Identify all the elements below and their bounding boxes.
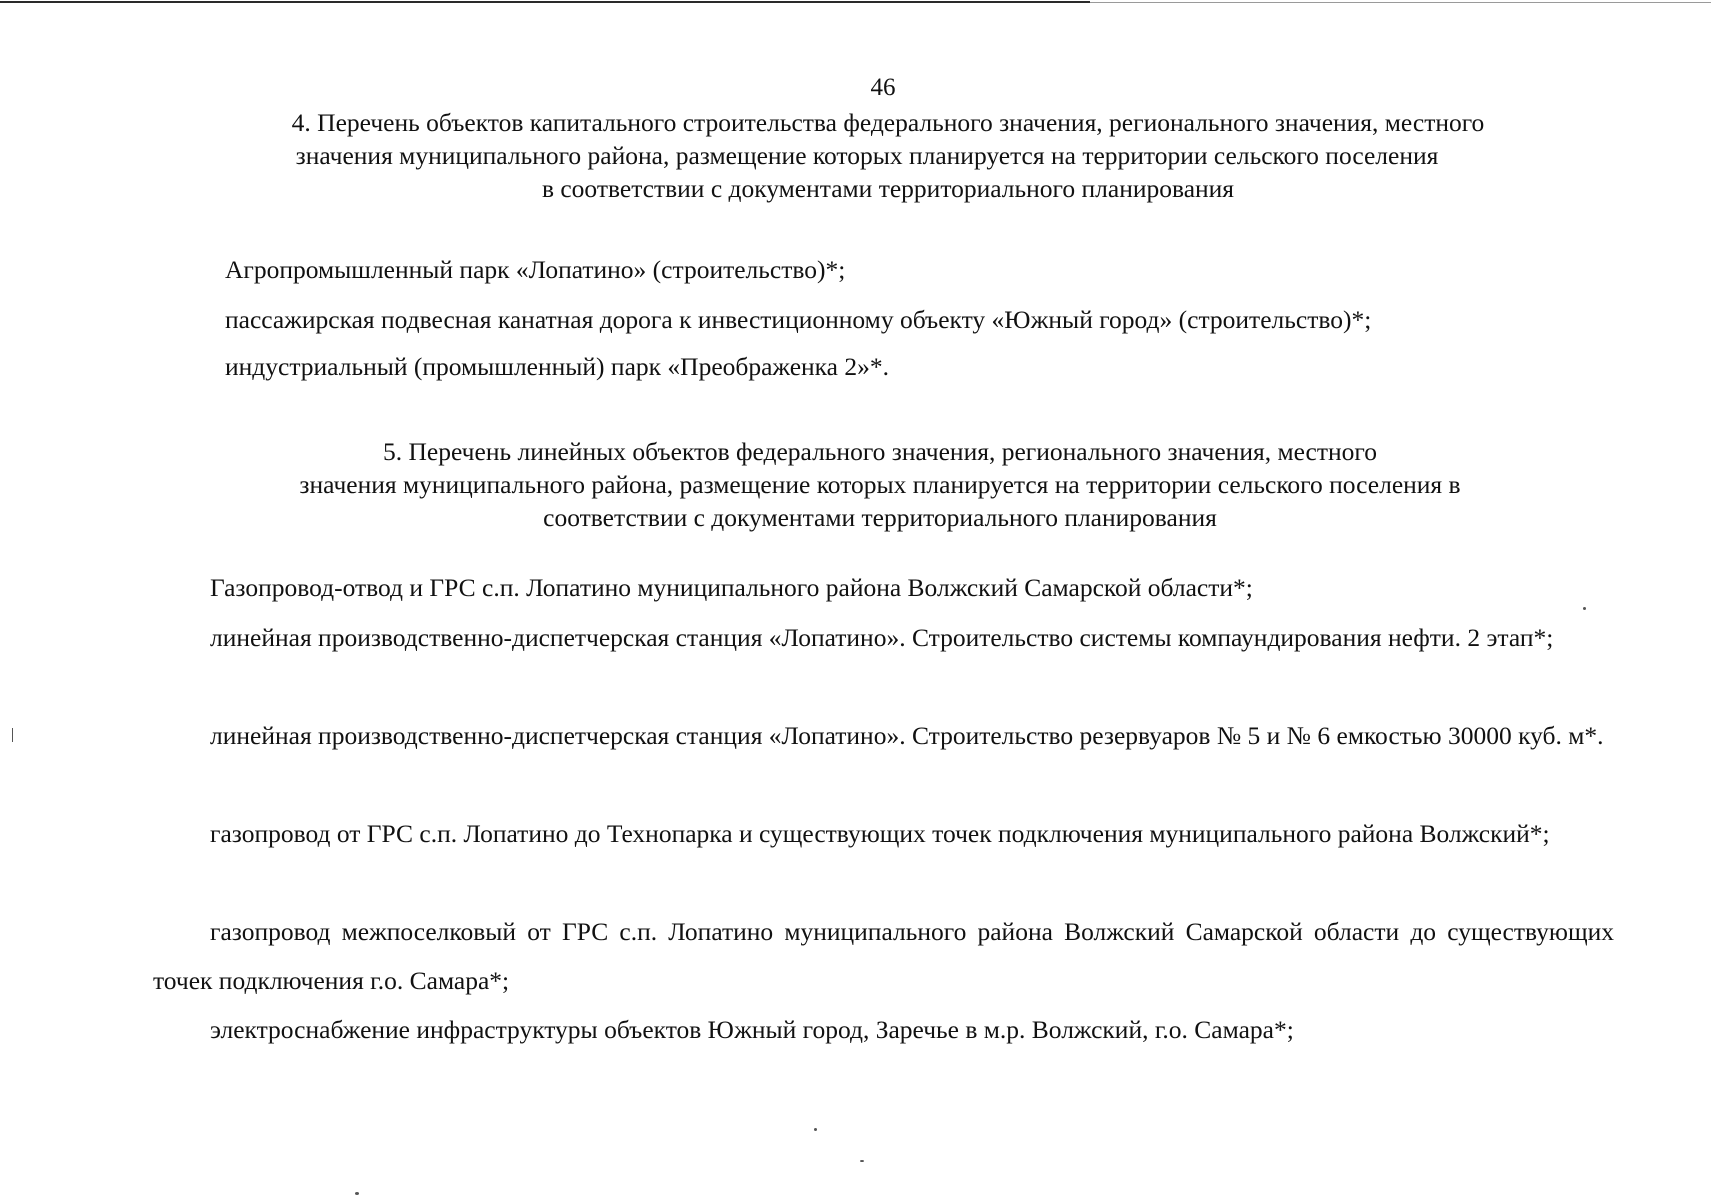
section-4-heading-line: в соответствии с документами территориального планирования bbox=[541, 174, 1235, 203]
scan-speck bbox=[355, 1192, 359, 1195]
section-4-heading-line: значения муниципального района, размещение которых планируется на территории сельского поселения bbox=[295, 141, 1439, 170]
section-5-heading bbox=[215, 435, 1545, 534]
section-5-item: электроснабжение инфраструктуры объектов Южный город, Заречье в м.р. Волжский, г.о. Самара*; bbox=[210, 1015, 1294, 1044]
scan-edge-line-faint bbox=[1090, 2, 1711, 3]
section-5-item: газопровод от ГРС с.п. Лопатино до Технопарка и существующих точек подключения муниципального района Волжский*; bbox=[210, 819, 1550, 848]
section-4-heading bbox=[190, 106, 1586, 205]
section-4-item: индустриальный (промышленный) парк «Преображенка 2»*. bbox=[225, 352, 889, 381]
section-4-heading-line: 4. Перечень объектов капитального строительства федерального значения, регионального значения, местного bbox=[291, 108, 1485, 137]
section-4-item: пассажирская подвесная канатная дорога к инвестиционному объекту «Южный город» (строительство)*; bbox=[225, 305, 1372, 334]
scan-speck bbox=[860, 1160, 864, 1162]
section-5-item: газопровод межпоселковый от ГРС с.п. Лопатино муниципального района Волжский Самарской области до существующих точек подключения г.о. Самара*; bbox=[153, 917, 1614, 995]
section-5-heading-line: соответствии с документами территориального планирования bbox=[543, 503, 1217, 532]
section-5-item: линейная производственно-диспетчерская станция «Лопатино». Строительство резервуаров № 5 и № 6 емкостью 30000 куб. м*. bbox=[210, 721, 1604, 750]
page-number: 46 bbox=[870, 74, 896, 101]
scan-speck bbox=[12, 728, 13, 742]
section-5-item: Газопровод-отвод и ГРС с.п. Лопатино муниципального района Волжский Самарской области*; bbox=[210, 573, 1253, 602]
section-5-item: линейная производственно-диспетчерская станция «Лопатино». Строительство системы компаундирования нефти. 2 этап*; bbox=[210, 623, 1554, 652]
section-5-heading-line: значения муниципального района, размещение которых планируется на территории сельского поселения в bbox=[299, 470, 1461, 499]
section-5-heading-line: 5. Перечень линейных объектов федерального значения, регионального значения, местного bbox=[383, 437, 1377, 466]
section-4-item: Агропромышленный парк «Лопатино» (строительство)*; bbox=[225, 255, 846, 284]
scan-edge-line bbox=[0, 1, 1090, 3]
scan-speck bbox=[814, 1128, 817, 1131]
